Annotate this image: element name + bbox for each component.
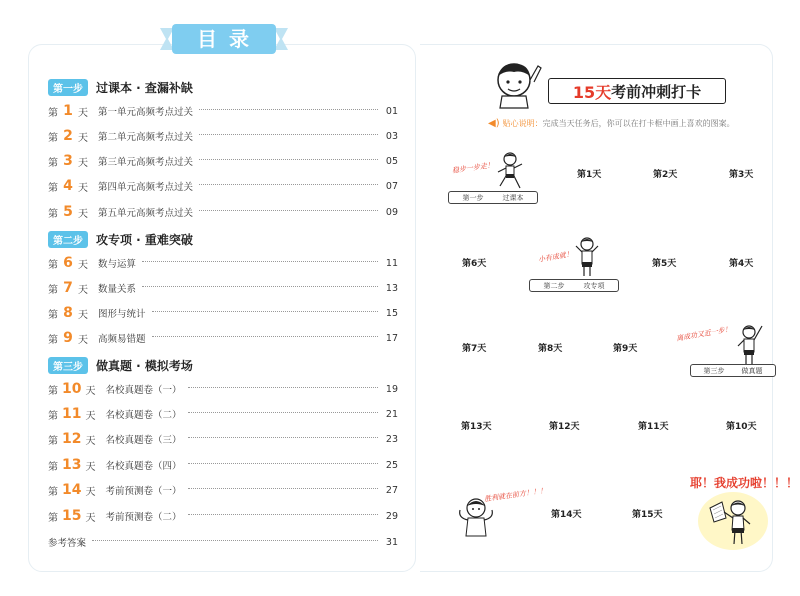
page-number: 29 <box>385 510 398 522</box>
day-suffix: 天 <box>78 309 88 321</box>
day-prefix: 第 <box>48 309 58 321</box>
toc-ribbon <box>160 22 288 56</box>
section-header <box>48 78 193 96</box>
day-suffix: 天 <box>78 157 88 169</box>
day-prefix: 第 <box>48 334 58 346</box>
day-cell-6[interactable]: 第6天 <box>462 259 487 269</box>
day-suffix: 天 <box>85 486 96 498</box>
toc-row[interactable] <box>48 457 398 473</box>
day-cell-1[interactable]: 第1天 <box>577 170 602 180</box>
day-number: 9 <box>63 330 73 346</box>
encourage-note: 稳步一步走！ <box>451 161 495 175</box>
leader-dots <box>199 210 378 211</box>
leader-dots <box>188 463 379 464</box>
step-task: 攻专项 <box>583 281 605 290</box>
leader-dots <box>152 311 378 312</box>
day-suffix: 天 <box>78 334 88 346</box>
page-number: 15 <box>385 307 398 319</box>
answers-label: 参考答案 <box>48 538 87 549</box>
day-number: 10 <box>62 381 82 397</box>
toc-row[interactable] <box>48 406 398 422</box>
toc-row-answers[interactable] <box>48 534 398 550</box>
section-title: 攻专项 · 重难突破 <box>96 232 193 247</box>
day-prefix: 第 <box>48 182 58 194</box>
encourage-note: 小有成就！ <box>537 250 574 264</box>
page-number: 31 <box>385 536 398 548</box>
day-prefix: 第 <box>48 208 58 220</box>
leader-dots <box>188 488 379 489</box>
lesson-title: 考前预测卷（一） <box>105 486 182 497</box>
celebrating-boy-illustration <box>708 496 758 548</box>
day-cell-12[interactable]: 第12天 <box>549 422 580 432</box>
day-cell-11[interactable]: 第11天 <box>638 422 669 432</box>
day-cell-9[interactable]: 第9天 <box>613 344 638 354</box>
page-number: 25 <box>385 459 398 471</box>
leader-dots <box>188 514 379 515</box>
day-prefix: 第 <box>48 385 58 397</box>
leader-dots <box>142 261 378 262</box>
toc-row[interactable] <box>48 305 398 321</box>
page-number: 23 <box>385 433 398 445</box>
day-number: 13 <box>62 457 82 473</box>
day-prefix: 第 <box>48 512 58 524</box>
day-cell-13[interactable]: 第13天 <box>461 422 492 432</box>
day-suffix: 天 <box>85 512 96 524</box>
day-number: 4 <box>63 178 73 194</box>
day-number: 8 <box>63 305 73 321</box>
day-prefix: 第 <box>48 486 58 498</box>
lesson-title: 图形与统计 <box>98 309 146 320</box>
lesson-title: 第五单元高频考点过关 <box>98 208 194 219</box>
lesson-title: 名校真题卷（三） <box>105 435 182 446</box>
page-number: 09 <box>385 206 398 218</box>
step-label: 第二步 <box>543 281 565 290</box>
step-badge: 第三步 <box>48 357 88 374</box>
leader-dots <box>188 437 379 438</box>
day-prefix: 第 <box>48 410 58 422</box>
section-title: 过课本 · 查漏补缺 <box>96 80 193 95</box>
checkin-title-days: 15天 <box>572 82 612 102</box>
day-prefix: 第 <box>48 284 58 296</box>
lesson-title: 第三单元高频考点过关 <box>98 157 194 168</box>
step-badge: 第一步 <box>48 79 88 96</box>
flexing-boy-illustration <box>572 236 602 280</box>
step-badge: 第二步 <box>48 231 88 248</box>
encourage-note: 离成功又近一步！ <box>675 325 733 343</box>
day-prefix: 第 <box>48 132 58 144</box>
page-number: 03 <box>385 130 398 142</box>
day-number: 7 <box>63 280 73 296</box>
step-label: 第一步 <box>462 193 484 202</box>
checkin-title-text: 考前冲刺打卡 <box>611 82 702 101</box>
day-suffix: 天 <box>78 259 88 271</box>
day-number: 3 <box>63 153 73 169</box>
lesson-title: 第四单元高频考点过关 <box>98 182 194 193</box>
day-suffix: 天 <box>85 461 96 473</box>
boy-pointing-illustration <box>492 58 544 108</box>
day-cell-15[interactable]: 第15天 <box>632 510 663 520</box>
day-prefix: 第 <box>48 435 58 447</box>
leader-dots <box>152 336 378 337</box>
day-cell-5[interactable]: 第5天 <box>652 259 677 269</box>
page-number: 01 <box>385 105 398 117</box>
day-number: 11 <box>62 406 82 422</box>
leader-dots <box>199 184 378 185</box>
lesson-title: 数与运算 <box>98 259 137 270</box>
speaker-icon: ◀) <box>488 118 500 129</box>
lesson-title: 名校真题卷（二） <box>105 410 182 421</box>
leader-dots <box>199 134 378 135</box>
day-suffix: 天 <box>78 208 88 220</box>
page-number: 17 <box>385 332 398 344</box>
day-suffix: 天 <box>78 284 88 296</box>
hint-label: 贴心说明： <box>502 119 543 128</box>
section-title: 做真题 · 模拟考场 <box>96 358 193 373</box>
leader-dots <box>142 286 378 287</box>
strong-boy-illustration <box>456 496 496 540</box>
lesson-title: 名校真题卷（一） <box>105 385 182 396</box>
toc-row[interactable] <box>48 482 398 498</box>
toc-row[interactable] <box>48 508 398 524</box>
day-prefix: 第 <box>48 107 58 119</box>
toc-row[interactable] <box>48 381 398 397</box>
lesson-title: 考前预测卷（二） <box>105 512 182 523</box>
toc-row[interactable] <box>48 103 398 119</box>
toc-row[interactable] <box>48 280 398 296</box>
finish-text: 耶！我成功啦！！！ <box>690 476 799 490</box>
page-number: 07 <box>385 180 398 192</box>
running-boy-illustration <box>496 152 524 192</box>
day-cell-3[interactable]: 第3天 <box>729 170 754 180</box>
toc-row[interactable] <box>48 204 398 220</box>
toc-row[interactable] <box>48 255 398 271</box>
page-number: 11 <box>385 257 398 269</box>
lesson-title: 数量关系 <box>98 284 137 295</box>
day-cell-10[interactable]: 第10天 <box>726 422 757 432</box>
day-prefix: 第 <box>48 461 58 473</box>
leader-dots <box>188 412 379 413</box>
cheering-boy-illustration <box>734 322 764 366</box>
day-number: 14 <box>62 482 82 498</box>
day-cell-7[interactable]: 第7天 <box>462 344 487 354</box>
leader-dots <box>199 109 378 110</box>
day-suffix: 天 <box>78 107 88 119</box>
step-box <box>448 191 538 204</box>
lesson-title: 名校真题卷（四） <box>105 461 182 472</box>
section-header <box>48 356 193 374</box>
leader-dots <box>92 540 378 541</box>
hint-text: 完成当天任务后，你可以在打卡框中画上喜欢的图案。 <box>542 119 735 128</box>
day-number: 15 <box>62 508 82 524</box>
leader-dots <box>199 159 378 160</box>
toc-row[interactable] <box>48 431 398 447</box>
day-suffix: 天 <box>85 435 96 447</box>
day-suffix: 天 <box>78 132 88 144</box>
day-cell-14[interactable]: 第14天 <box>551 510 582 520</box>
day-cell-2[interactable]: 第2天 <box>653 170 678 180</box>
hint-line <box>488 118 735 129</box>
toc-title: 目录 <box>197 27 261 51</box>
toc-row[interactable] <box>48 178 398 194</box>
step-task: 做真题 <box>741 366 763 375</box>
step-box <box>529 279 619 292</box>
encourage-note: 胜利就在前方！！！ <box>483 486 548 504</box>
day-number: 1 <box>63 103 73 119</box>
page-number: 27 <box>385 484 398 496</box>
leader-dots <box>188 387 379 388</box>
day-cell-4[interactable]: 第4天 <box>729 259 754 269</box>
lesson-title: 第二单元高频考点过关 <box>98 132 194 143</box>
day-number: 12 <box>62 431 82 447</box>
day-prefix: 第 <box>48 157 58 169</box>
step-label: 第三步 <box>703 366 725 375</box>
toc-row[interactable] <box>48 330 398 346</box>
day-cell-8[interactable]: 第8天 <box>538 344 563 354</box>
step-box <box>690 364 776 377</box>
lesson-title: 第一单元高频考点过关 <box>98 107 194 118</box>
day-suffix: 天 <box>78 182 88 194</box>
day-suffix: 天 <box>85 410 96 422</box>
step-task: 过课本 <box>502 193 524 202</box>
lesson-title: 高频易错题 <box>98 334 146 345</box>
day-suffix: 天 <box>85 385 96 397</box>
day-number: 2 <box>63 128 73 144</box>
checkin-title <box>548 78 726 104</box>
toc-row[interactable] <box>48 153 398 169</box>
day-number: 6 <box>63 255 73 271</box>
day-number: 5 <box>63 204 73 220</box>
toc-row[interactable] <box>48 128 398 144</box>
day-prefix: 第 <box>48 259 58 271</box>
page-number: 21 <box>385 408 398 420</box>
page-number: 13 <box>385 282 398 294</box>
section-header <box>48 230 193 248</box>
page-number: 05 <box>385 155 398 167</box>
page-number: 19 <box>385 383 398 395</box>
